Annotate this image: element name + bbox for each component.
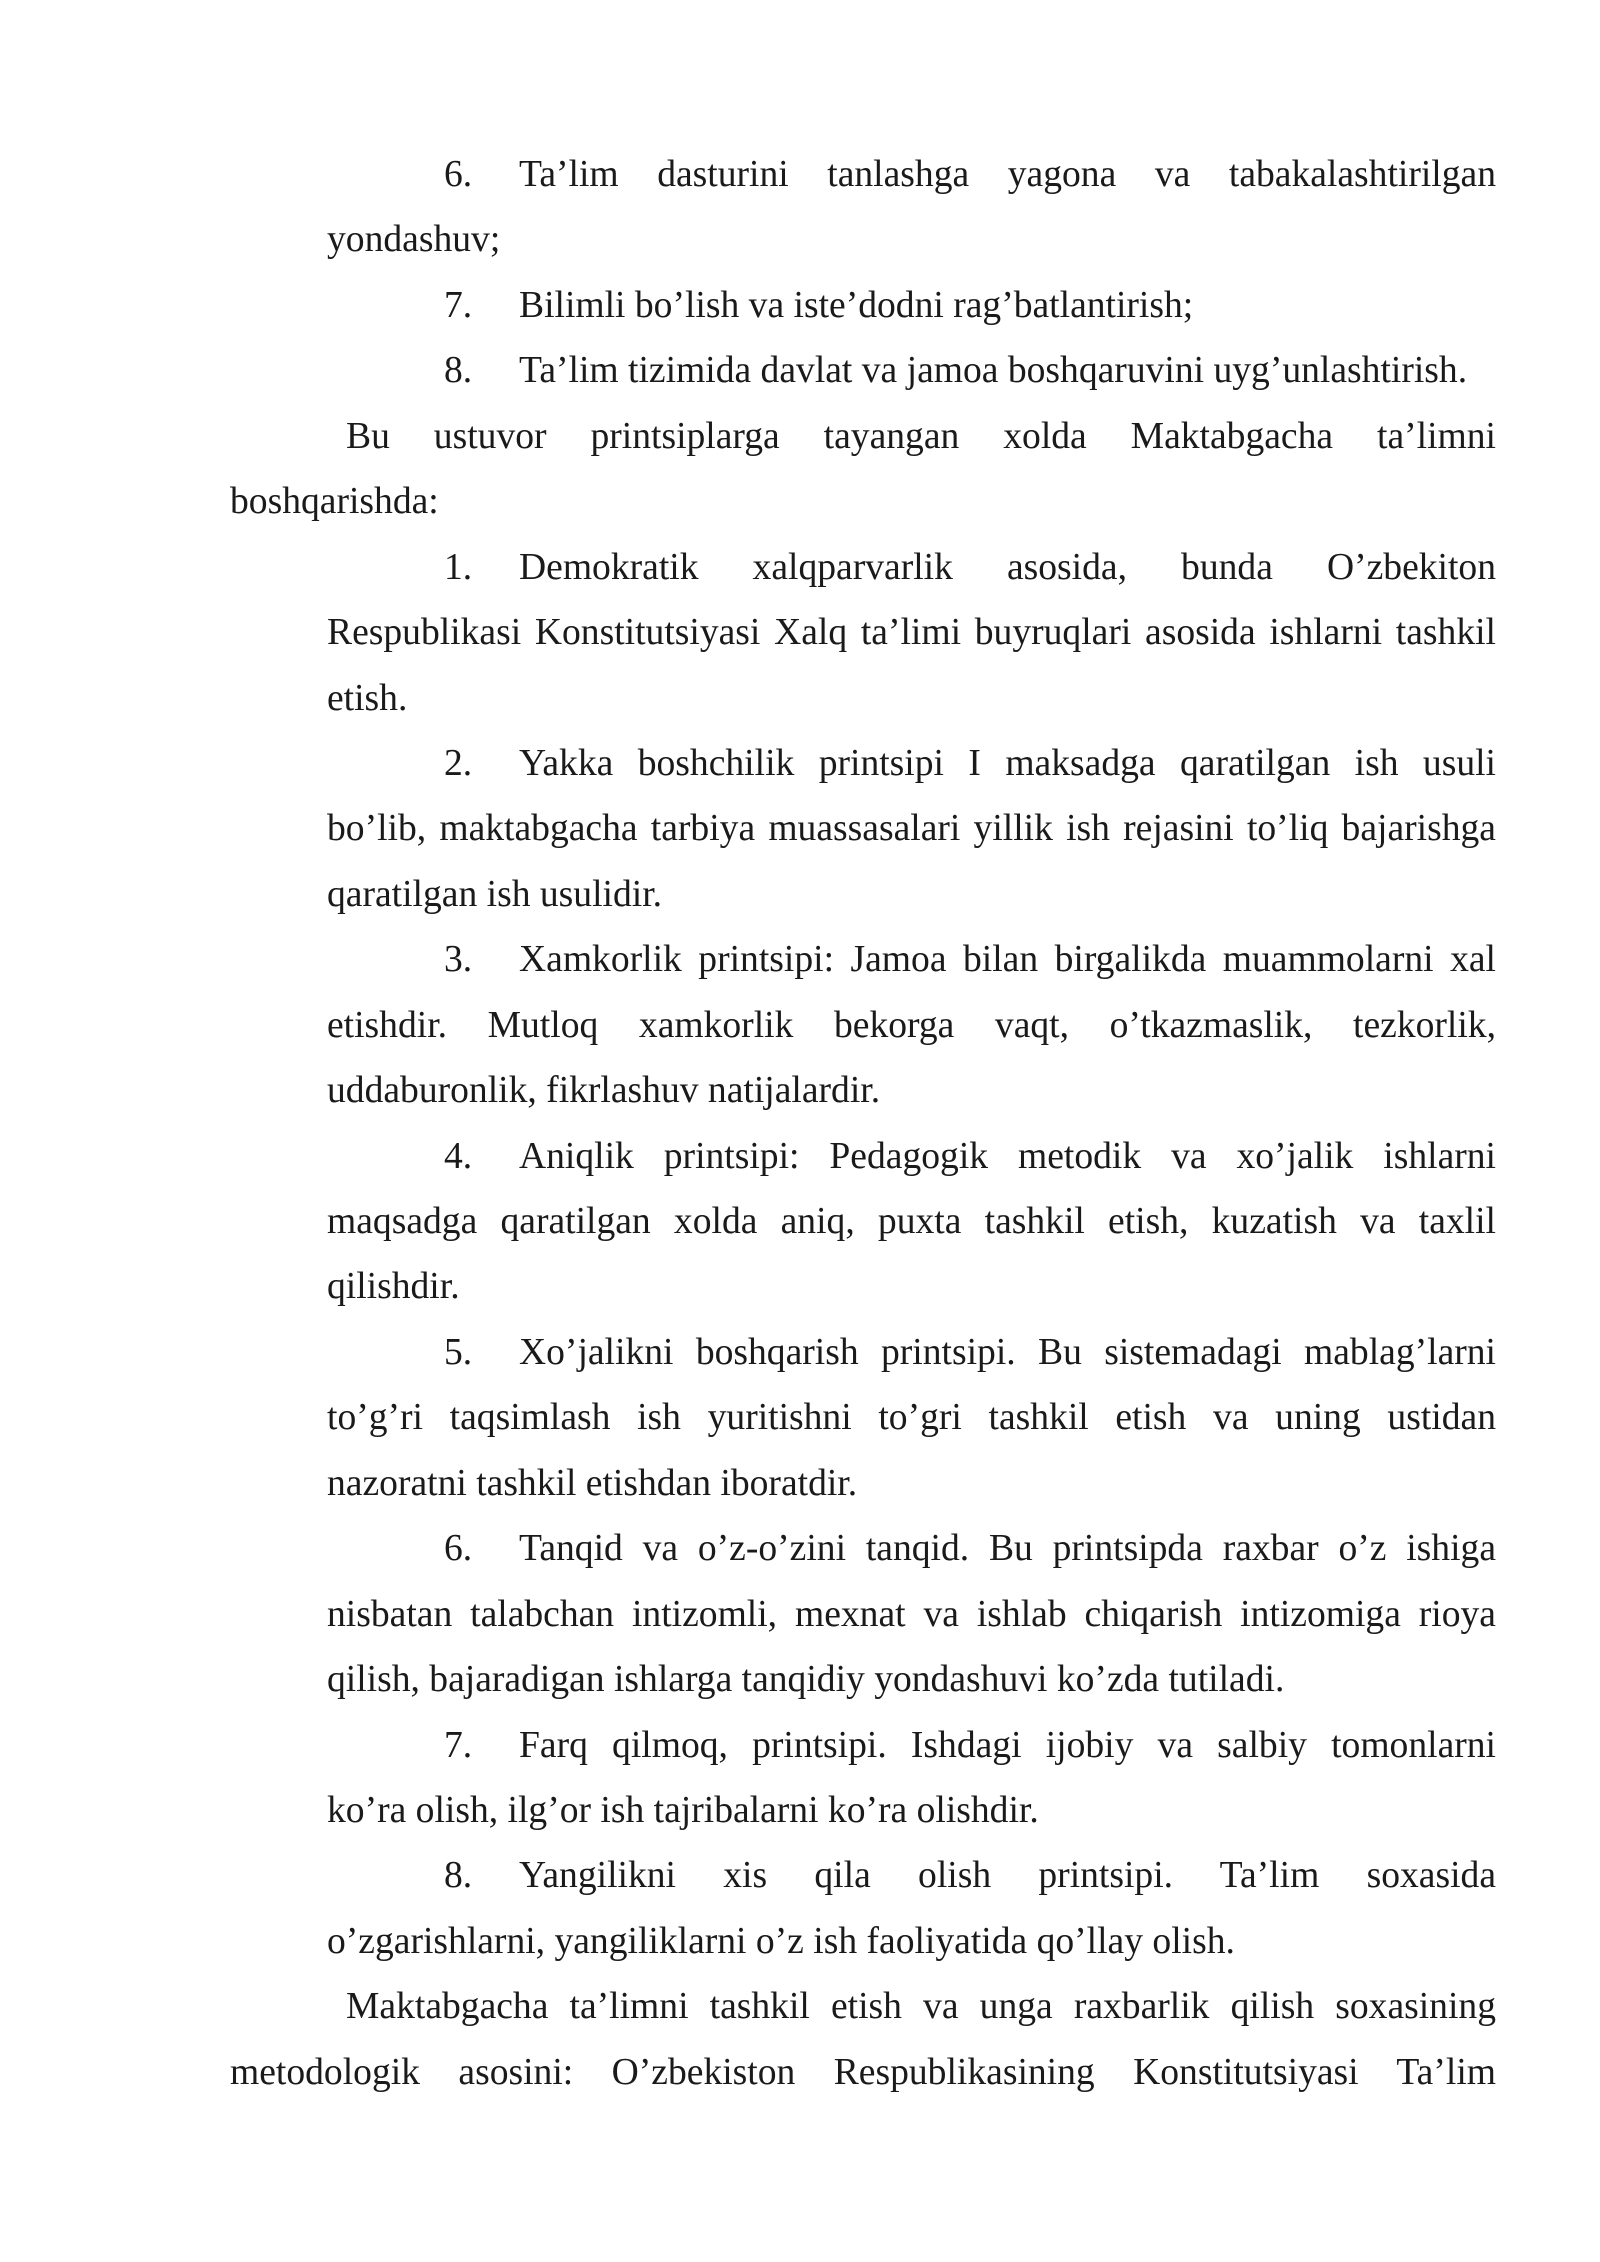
text-line: Farq qilmoq, printsipi. Ishdagi ijobiy va salbiy tomonlarni — [519, 1724, 1496, 1766]
list-item — [327, 273, 1496, 338]
text-line: Maktabgacha ta’limni tashkil etish va unga raxbarlik qilish soxasining — [346, 1986, 1496, 2028]
list-item — [327, 1320, 1496, 1516]
text-line: maqsadga qaratilgan xolda aniq, puxta tashkil etish, kuzatish va taxlil — [327, 1201, 1496, 1242]
list-number: 8. — [444, 350, 473, 392]
list-item — [327, 142, 1496, 273]
text-line: Xamkorlik printsipi: Jamoa bilan birgalikda muammolarni xal — [519, 939, 1496, 981]
list-number: 5. — [444, 1331, 473, 1373]
text-line: qaratilgan ish usulidir. — [327, 873, 663, 915]
text-line: Demokratik xalqparvarlik asosida, bunda O’zbekiton — [519, 546, 1496, 588]
list-number: 6. — [444, 154, 473, 195]
text-line: yondashuv; — [327, 219, 501, 261]
text-line: nisbatan talabchan intizomli, mexnat va ishlab chiqarish intizomiga rioya — [327, 1593, 1496, 1635]
text-line: bo’lib, maktabgacha tarbiya muassasalari yillik ish rejasini to’liq bajarishga — [327, 808, 1496, 850]
text-line: qilishdir. — [327, 1266, 460, 1308]
paragraph — [230, 404, 1496, 535]
document-body — [230, 142, 1496, 2105]
text-line: nazoratni tashkil etishdan iboratdir. — [327, 1462, 858, 1504]
text-line: o’zgarishlarni, yangiliklarni o’z ish faoliyatida qo’llay olish. — [327, 1920, 1235, 1962]
list-item — [327, 1516, 1496, 1712]
text-line: Respublikasi Konstitutsiyasi Xalq ta’limi buyruqlari asosida ishlarni tashkil — [327, 612, 1496, 654]
list-number: 2. — [444, 742, 473, 784]
text-line: to’g’ri taqsimlash ish yuritishni to’gri tashkil etish va uning ustidan — [327, 1397, 1496, 1439]
list-item — [327, 1843, 1496, 1974]
list-number: 1. — [444, 546, 473, 588]
text-line: metodologik asosini: O’zbekiston Respublikasining Konstitutsiyasi Ta’lim — [230, 2051, 1496, 2093]
text-line: Aniqlik printsipi: Pedagogik metodik va xo’jalik ishlarni — [519, 1135, 1496, 1177]
list-number: 7. — [444, 284, 473, 326]
text-line: Ta’lim tizimida davlat va jamoa boshqaruvini uyg’unlashtirish. — [519, 350, 1468, 392]
text-line: qilish, bajaradigan ishlarga tanqidiy yondashuvi ko’zda tutiladi. — [327, 1659, 1285, 1701]
text-line: uddaburonlik, fikrlashuv natijalardir. — [327, 1070, 881, 1112]
list-item — [327, 1713, 1496, 1844]
text-line: etishdir. Mutloq xamkorlik bekorga vaqt, o’tkazmaslik, tezkorlik, — [327, 1004, 1496, 1046]
list-item — [327, 535, 1496, 731]
text-line: Bu ustuvor printsiplarga tayangan xolda Maktabgacha ta’limni — [346, 415, 1496, 457]
text-line: Yangilikni xis qila olish printsipi. Ta’lim soxasida — [519, 1855, 1496, 1897]
text-line: Bilimli bo’lish va iste’dodni rag’batlantirish; — [519, 284, 1194, 326]
list-number: 3. — [444, 939, 473, 981]
text-line: Xo’jalikni boshqarish printsipi. Bu sistemadagi mablag’larni — [519, 1331, 1496, 1373]
list-item — [327, 338, 1496, 403]
text-line: Ta’lim dasturini tanlashga yagona va tabakalashtirilgan — [519, 154, 1496, 195]
text-line: Tanqid va o’z-o’zini tanqid. Bu printsipda raxbar o’z ishiga — [519, 1528, 1496, 1570]
text-line: boshqarishda: — [230, 481, 439, 523]
list-item — [327, 1124, 1496, 1320]
paragraph — [230, 1974, 1496, 2105]
list-number: 7. — [444, 1724, 473, 1766]
list-item — [327, 927, 1496, 1123]
text-line: ko’ra olish, ilg’or ish tajribalarni ko’ra olishdir. — [327, 1789, 1039, 1831]
list-number: 6. — [444, 1528, 473, 1570]
list-number: 8. — [444, 1855, 473, 1897]
text-line: Yakka boshchilik printsipi I maksadga qaratilgan ish usuli — [519, 742, 1496, 784]
list-number: 4. — [444, 1135, 473, 1177]
text-line: etish. — [327, 677, 408, 719]
list-item — [327, 731, 1496, 927]
